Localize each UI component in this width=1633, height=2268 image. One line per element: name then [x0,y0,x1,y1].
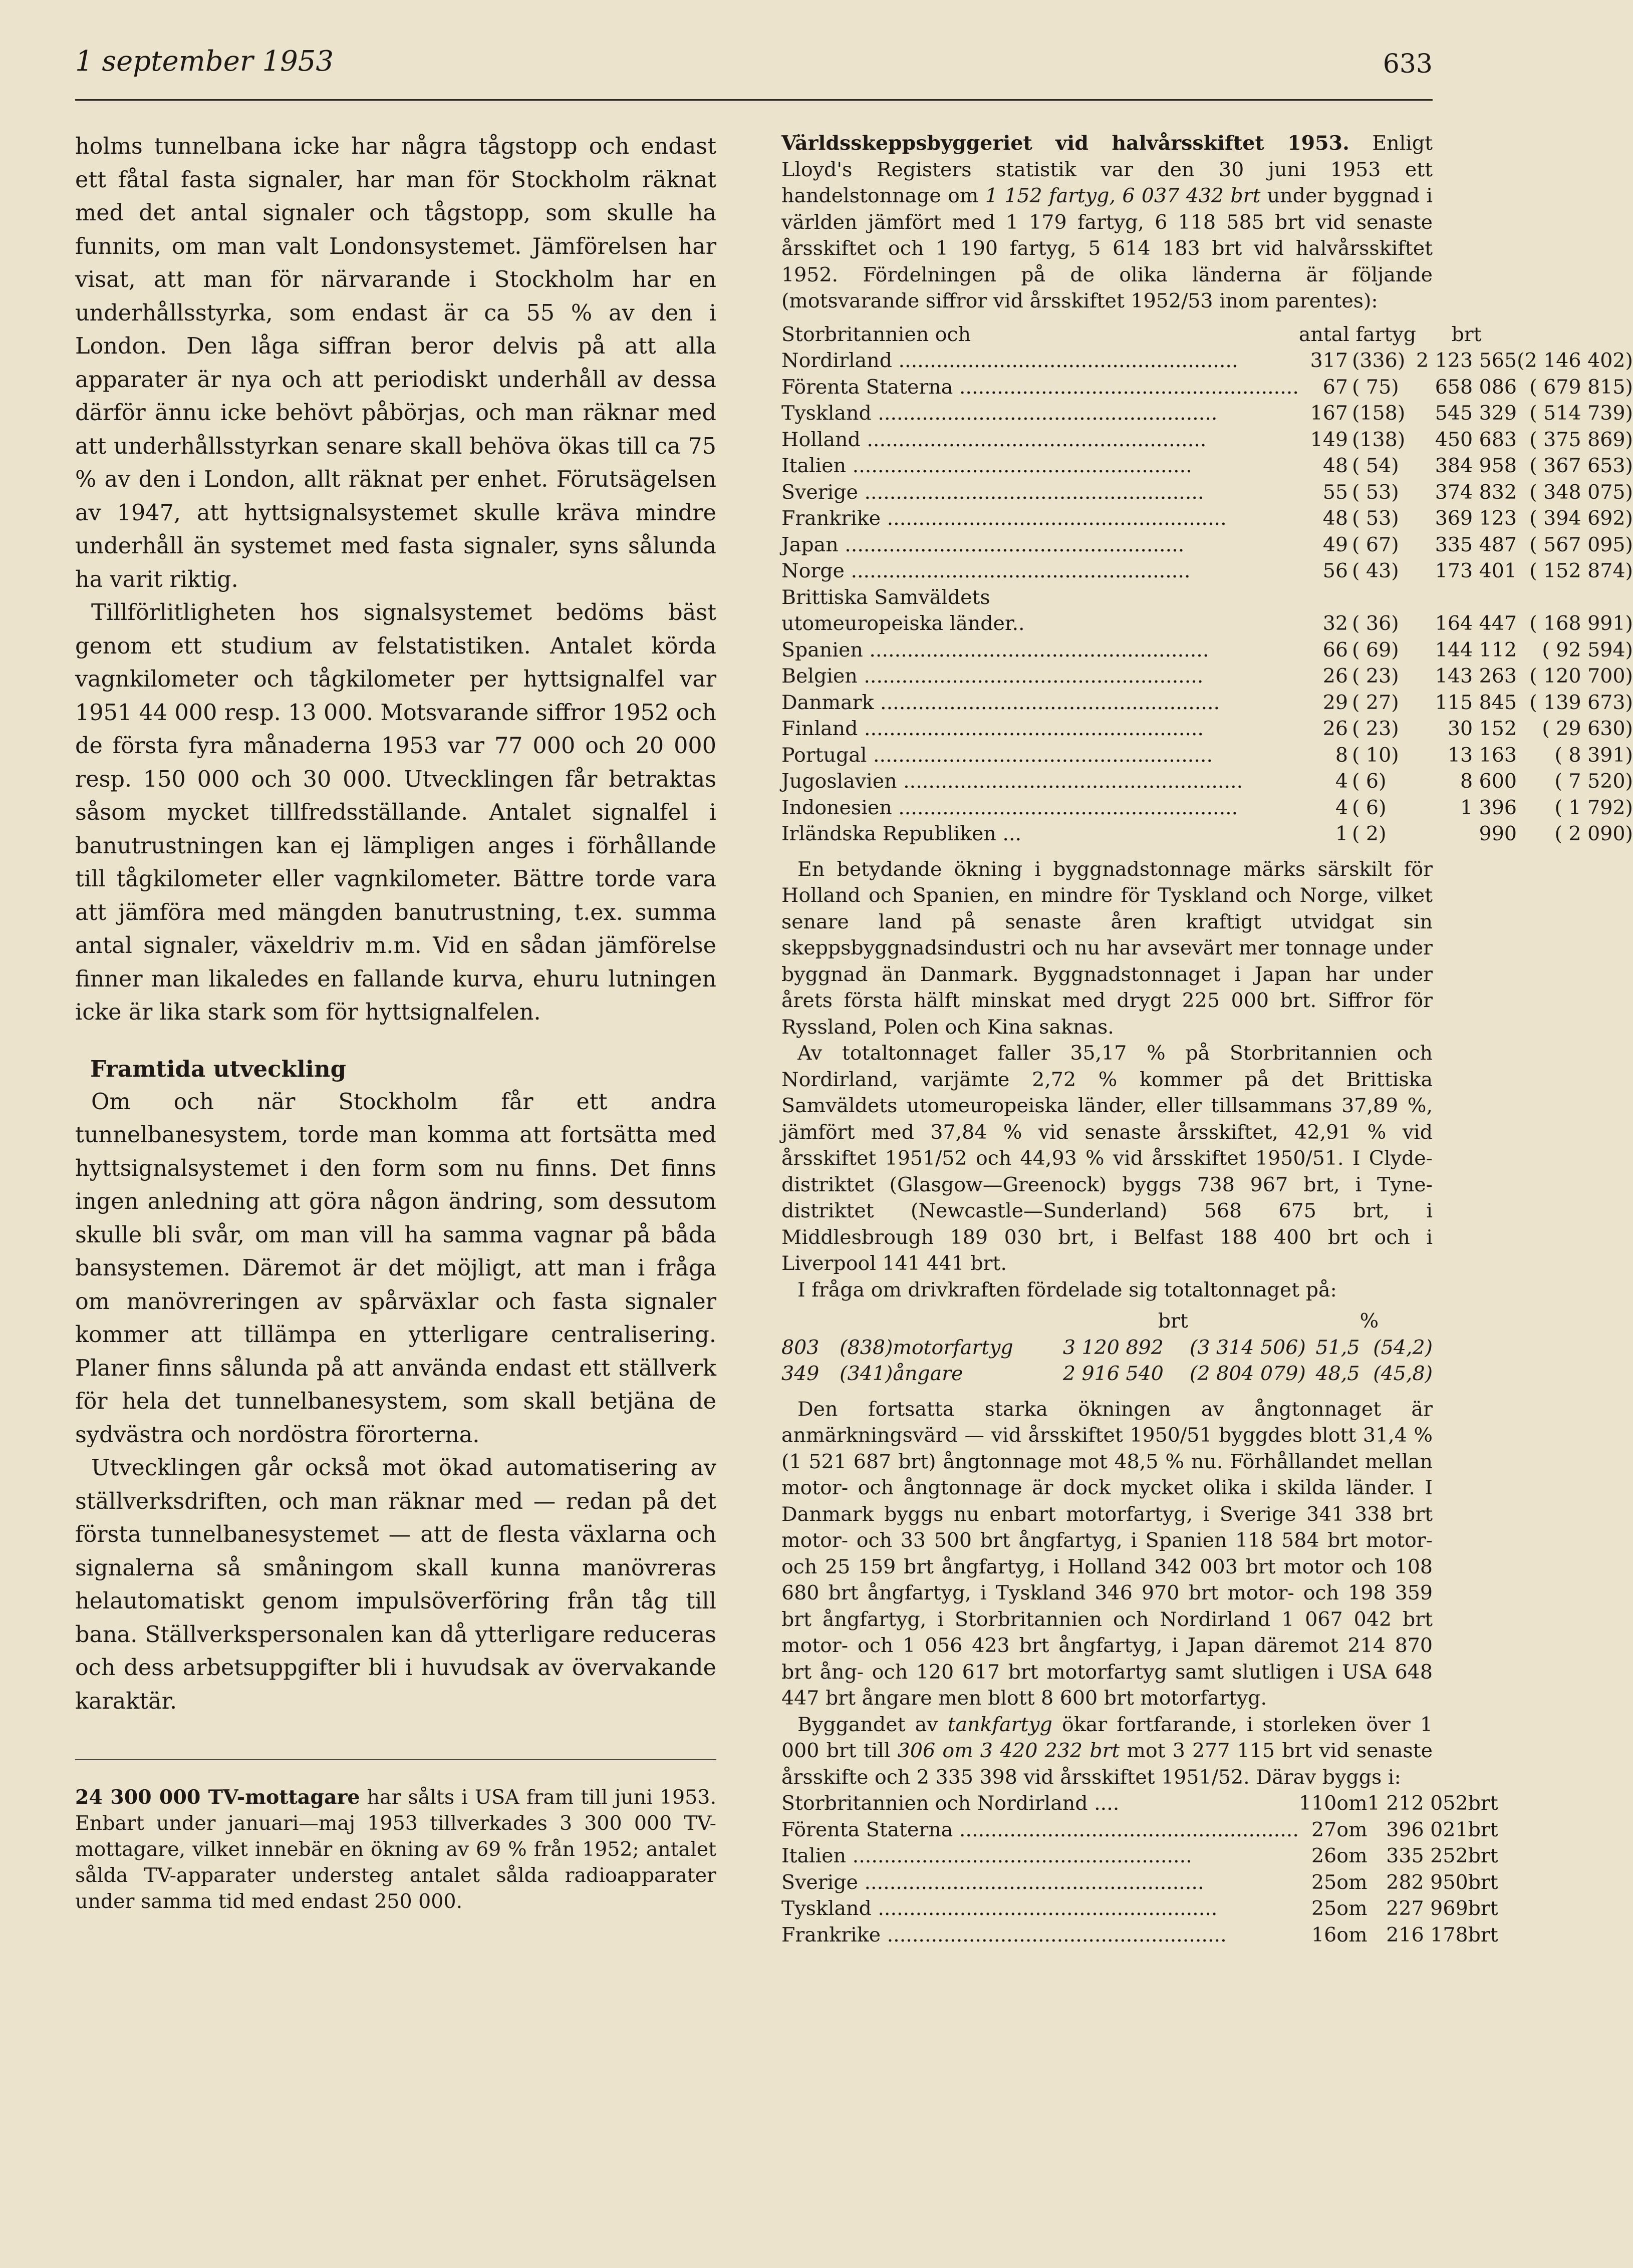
body-paragraph: En betydande ökning i byggnadstonnage märks särskilt för Holland och Spanien, en mindre för Tyskland och Norge, vilket senare land på senaste åren kraftigt utvidgat sin skeppsbyggnadsindustri och nu har avsevärt mer tonnage under byggnad än Danmark. Byggnadstonnaget i Japan har under årets första hälft minskat med drygt 225 000 brt. Siffror för Ryssland, Polen och Kina saknas. [781,857,1433,1039]
article-title: Världsskeppsbyggeriet vid halvårsskiftet 1953. [781,132,1349,155]
country-name: Belgien ..... [781,665,1203,688]
country-name: Norge ..... [781,559,1190,582]
body-paragraph: Utvecklingen går också mot ökad automatisering av ställverksdriften, och man räknar med — redan på det första tunnelbanesystemet — att de flesta växlarna och signalerna så småningom skall kunna manövreras helautomatiskt genom impulsöverföring från tåg till bana. Ställverkspersonalen kan då ytterligare reduceras och dess arbetsuppgifter bli i huvudsak av övervakande karaktär. [75,1455,716,1714]
news-note-text: har sålts i USA fram till juni 1953. Enbart under januari—maj 1953 tillverkades 3 300 000 TV-mottagare, vilket innebär en ökning av 69 % från 1952; antalet sålda TV-apparater understeg antalet sålda radioapparater under samma tid med endast 250 000. [75,1786,716,1913]
country-name: Förenta Staterna ..... [781,1818,1299,1841]
tonnage: 227 969 [1386,1897,1468,1920]
tonnage: 384 958 [1435,454,1517,477]
country-cell [781,821,1299,847]
tonnage: 8 600 [1460,770,1517,793]
tonnage: 374 832 [1435,480,1517,504]
country-cell [781,742,1299,769]
header-rule [75,99,1433,101]
intro-text: Enligt Lloyd's Registers statistik var den 30 juni 1953 ett handelstonnage om [781,132,1433,207]
ship-count: 32 [1322,612,1348,635]
ship-count: 167 [1310,402,1348,425]
tonnage: 1 396 [1460,796,1517,819]
count-previous: (341) [840,1362,893,1385]
tonnage: 545 329 [1435,402,1517,425]
country-name: utomeuropeiska länder.. [781,612,1025,635]
country-cell [781,663,1299,690]
tonnage: 369 123 [1435,507,1517,530]
table-row [781,1922,1498,1949]
ship-count-previous: ( 36) [1351,612,1399,635]
country-name: Tyskland ..... [781,402,1217,425]
propulsion-table [781,1308,1433,1387]
section-heading: Framtida utveckling [90,1055,347,1082]
country-cell [781,637,1299,664]
country-cell [781,795,1299,821]
tanker-count: 25 [1311,1897,1337,1920]
body-paragraph: Den fortsatta starka ökningen av ångtonnaget är anmärkningsvärd — vid årsskiftet 1950/51 byggdes blott 31,4 % (1 521 687 brt) ångtonnage mot 48,5 % nu. Förhållandet mellan motor- och ångtonnage är dock mycket olika i skilda länder. I Danmark byggs nu enbart motorfartyg, i Sverige 341 338 brt motor- och 33 500 brt ångfartyg, i Spanien 118 584 brt motor- och 25 159 brt ångfartyg, i Holland 342 003 brt motor och 108 680 brt ångfartyg, i Tyskland 346 970 brt motor- och 198 359 brt ångfartyg, i Storbritannien och Nordirland 1 067 042 brt motor- och 1 056 423 brt ångfartyg, i Japan däremot 214 870 brt ång- och 120 617 brt motorfartyg samt slutligen i USA 648 447 brt ångare men blott 8 600 brt motorfartyg. [781,1397,1433,1710]
country-cell [781,1790,1299,1817]
ship-type: ångare [893,1362,963,1385]
country-tonnage-table [781,321,1633,847]
table-row [781,742,1633,769]
table-row [781,1817,1498,1843]
tonnage-previous: ( 375 869) [1529,428,1633,451]
tonnage: 335 252 [1386,1844,1468,1867]
body-paragraph: Av totaltonnaget faller 35,17 % på Storbritannien och Nordirland, varjämte 2,72 % kommer på det Brittiska Samväldets utomeuropeiska länder, eller tillsammans 37,89 %, jämfört med 37,84 % vid senaste årsskiftet, 42,91 % vid årsskiftet 1951/52 och 44,93 % vid årsskiftet 1950/51. I Clyde-distriktet (Glasgow—Greenock) byggs 738 967 brt, i Tyne-distriktet (Newcastle—Sunderland) 568 675 brt, i Middlesbrough 189 030 brt, i Belfast 188 400 brt och i Liverpool 141 441 brt. [781,1042,1433,1275]
country-cell [781,1869,1299,1896]
country-cell [781,374,1299,401]
ship-count: 66 [1322,638,1348,662]
ship-count-previous: ( 23) [1351,665,1399,688]
tonnage: 396 021 [1386,1818,1468,1841]
connector-word: om [1336,1923,1368,1947]
ship-count-previous: (336) [1351,349,1406,372]
tonnage: 1 212 052 [1367,1792,1468,1815]
ship-count-previous: ( 67) [1351,533,1399,556]
tonnage: 13 163 [1447,743,1517,767]
table-row [781,821,1633,847]
country-name: Tyskland ..... [781,1897,1217,1920]
country-name: Irländska Republiken ... [781,822,1022,845]
ship-count-previous: ( 53) [1351,507,1399,530]
country-cell [781,1843,1299,1869]
table-row [781,1361,1433,1387]
table-header: brt [1158,1310,1188,1333]
tonnage-previous: ( 152 874) [1529,559,1633,582]
table-header: antal fartyg [1298,322,1417,346]
country-name: Förenta Staterna ..... [781,376,1299,399]
ship-count-previous: ( 6) [1351,770,1387,793]
tonnage: 2 916 540 [1062,1362,1164,1385]
page-number: 633 [1383,49,1433,79]
country-name: Indonesien ..... [781,796,1238,819]
news-note [75,1784,716,1914]
tonnage-previous: ( 679 815) [1529,375,1633,399]
unit: brt [1468,1897,1498,1920]
table-row [781,768,1633,795]
ship-count-previous: ( 54) [1351,454,1399,477]
table-row [781,453,1633,479]
tonnage-previous: ( 92 594) [1542,638,1633,662]
connector-word: om [1336,1870,1368,1894]
ship-count-previous: ( 23) [1351,717,1399,740]
country-cell [781,1895,1299,1922]
ship-count-previous: ( 43) [1351,559,1399,582]
ship-count: 8 [1335,743,1348,767]
ship-count: 26 [1322,717,1348,740]
table-row [781,716,1633,742]
ship-count: 26 [1322,665,1348,688]
country-name: Frankrike ..... [781,1923,1227,1947]
country-name: Holland ..... [781,428,1206,451]
table-row [781,400,1633,427]
tonnage: 2 123 565 [1416,349,1517,372]
country-cell [781,768,1299,795]
country-name: Finland ..... [781,717,1204,740]
tonnage: 144 112 [1435,638,1517,662]
country-name: Storbritannien och Nordirland .... [781,1792,1120,1815]
table-row [781,479,1633,506]
ship-count: 29 [1322,691,1348,714]
connector-word: om [1336,1818,1368,1841]
table-header-row [781,1308,1433,1335]
tanker-table [781,1790,1498,1948]
tonnage-previous: (2 804 079) [1189,1362,1306,1385]
table-row [781,663,1633,690]
tonnage: 282 950 [1386,1870,1468,1894]
tonnage-previous: ( 29 630) [1542,717,1633,740]
ship-count-previous: (138) [1351,428,1406,451]
table-row [781,1895,1498,1922]
body-paragraph: Tillförlitligheten hos signalsystemet bedöms bäst genom ett studium av felstatistiken. Antalet körda vagnkilometer och tågkilometer per hyttsignalfel var 1951 44 000 resp. 13 000. Motsvarande siffror 1952 och de första fyra månaderna 1953 var 77 000 och 20 000 resp. 150 000 och 30 000. Utvecklingen får betraktas såsom mycket tillfredsställande. Antalet signalfel i banutrustningen kan ej lämpligen anges i förhållande till tågkilometer eller vagnkilometer. Bättre torde vara att jämföra med mängden banutrustning, t.ex. summa antal signaler, växeldriv m.m. Vid en sådan jämförelse finner man likaledes en fallande kurva, ehuru lutningen icke är lika stark som för hyttsignalfelen. [75,600,716,1025]
unit: brt [1468,1792,1498,1815]
country-name: Danmark ..... [781,691,1220,714]
country-name: Brittiska Samväldets [781,585,990,609]
country-cell [781,427,1299,453]
ship-count-previous: ( 6) [1351,796,1387,819]
tonnage-previous: ( 168 991) [1529,612,1633,635]
table-row [781,1843,1498,1869]
country-cell [781,716,1299,742]
table-row [781,558,1633,584]
country-name: Frankrike ..... [781,507,1227,530]
para-text: Byggandet av [797,1713,948,1736]
ship-count-previous: ( 2) [1351,822,1387,845]
ship-count-previous: (158) [1351,402,1406,425]
table-row [781,1869,1498,1896]
ship-type: motorfartyg [893,1336,1013,1359]
tonnage-previous: ( 7 520) [1554,770,1633,793]
table-row [781,1790,1498,1817]
country-cell [781,505,1299,532]
tonnage-previous: ( 2 090) [1554,822,1633,845]
tonnage-previous: ( 8 391) [1554,743,1633,767]
tonnage-previous: ( 1 792) [1554,796,1633,819]
ship-count-previous: ( 10) [1351,743,1399,767]
table-row [781,374,1633,401]
country-cell [781,610,1299,637]
tonnage: 450 683 [1435,428,1517,451]
body-paragraph [781,1712,1433,1791]
tonnage-previous: ( 120 700) [1529,665,1633,688]
tanker-count: 27 [1311,1818,1337,1841]
tonnage: 143 263 [1435,665,1517,688]
tonnage-previous: ( 139 673) [1529,691,1633,714]
table-row [781,637,1633,664]
table-header-row [781,321,1633,348]
percent-previous: (45,8) [1373,1362,1433,1385]
ship-count: 1 [1335,822,1348,845]
para-emphasis: 306 om 3 420 232 brt [897,1739,1120,1762]
left-column [75,130,716,1914]
para-emphasis: tankfartyg [947,1713,1052,1736]
unit: brt [1468,1818,1498,1841]
right-column [781,130,1633,1948]
ship-count: 67 [1322,375,1348,399]
country-cell [781,532,1299,558]
intro-text: under byggnad i världen jämfört med 1 179 fartyg, 6 118 585 brt vid senaste årsskiftet och 1 190 fartyg, 5 614 183 brt vid halvårsskiftet 1952. Fördelningen på de olika länderna är följande (motsvarande siffror vid årsskiftet 1952/53 inom parentes): [781,184,1433,312]
ship-count: 56 [1322,559,1348,582]
tonnage-previous: ( 567 095) [1529,533,1633,556]
tonnage: 3 120 892 [1062,1336,1164,1359]
ship-count: 48 [1322,454,1348,477]
tonnage-previous: ( 514 739) [1529,402,1633,425]
tonnage-previous: (3 314 506) [1189,1336,1306,1359]
tanker-count: 110 [1298,1792,1337,1815]
ship-count-previous: ( 75) [1351,375,1399,399]
connector-word: om [1336,1844,1368,1867]
country-name: Nordirland ..... [781,349,1238,372]
country-name: Spanien ..... [781,638,1209,662]
table-row [781,795,1633,821]
tonnage: 115 845 [1435,691,1517,714]
tonnage: 216 178 [1386,1923,1468,1947]
country-cell [781,479,1299,506]
body-paragraph: holms tunnelbana icke har några tågstopp och endast ett fåtal fasta signaler, har man för Stockholm räknat med det antal signaler och tågstopp, som skulle ha funnits, om man valt Londonsystemet. Jämförelsen har visat, att man för närvarande i Stockholm har en underhållsstyrka, som endast är ca 55 % av den i London. Den låga siffran beror delvis på att alla apparater är nya och att periodiskt underhåll av dessa därför ännu icke behövt påbörjas, och man räknar med att underhållsstyrkan senare skall behöva ökas till ca 75 % av den i London, allt räknat per enhet. Förutsägelsen av 1947, att hyttsignalsystemet skulle kräva mindre underhåll än systemet med fasta signaler, syns sålunda ha varit riktig. [75,134,716,592]
country-name: Italien ..... [781,454,1192,477]
para-text: ökar fortfarande, i storleken över 1 000 brt till [781,1713,1433,1762]
tonnage: 658 086 [1435,375,1517,399]
tonnage-previous: (2 146 402) [1517,349,1633,372]
count: 803 [781,1336,820,1359]
tonnage-previous: ( 394 692) [1529,507,1633,530]
tanker-count: 25 [1311,1870,1337,1894]
country-cell [781,1922,1299,1949]
unit: brt [1468,1844,1498,1867]
unit: brt [1468,1923,1498,1947]
table-header: brt [1451,322,1482,346]
ship-count-previous: ( 27) [1351,691,1399,714]
country-name: Italien ..... [781,1844,1192,1867]
tonnage: 30 152 [1447,717,1517,740]
tanker-count: 26 [1311,1844,1337,1867]
percent: 48,5 [1315,1362,1360,1385]
connector-word: om [1336,1897,1368,1920]
body-paragraph: I fråga om drivkraften fördelade sig totaltonnaget på: [797,1278,1337,1302]
body-paragraph: Om och när Stockholm får ett andra tunnelbanesystem, torde man komma att fortsätta med hyttsignalsystemet i den form som nu finns. Det finns ingen anledning att göra någon ändring, som dessutom skulle bli svår, om man vill ha samma vagnar på båda bansystemen. Däremot är det möjligt, att man i fråga om manövreringen av spårväxlar och fasta signaler kommer att tillämpa en ytterligare centralisering. Planer finns sålunda på att använda endast ett ställverk för hela det tunnelbanesystem, som skall betjäna de sydvästra och nordöstra förorterna. [75,1089,716,1448]
tonnage-previous: ( 348 075) [1529,480,1633,504]
table-row [781,505,1633,532]
table-row [781,532,1633,558]
table-row [781,584,1633,611]
ship-count: 48 [1322,507,1348,530]
country-name: Sverige ..... [781,481,1204,504]
table-row [781,1335,1433,1361]
ship-count: 317 [1310,349,1348,372]
connector-word: om [1336,1792,1368,1815]
table-row [781,690,1633,716]
table-header: % [1359,1310,1379,1333]
ship-count-previous: ( 69) [1351,638,1399,662]
ship-count: 49 [1322,533,1348,556]
ship-count: 4 [1335,770,1348,793]
table-row [781,427,1633,453]
count-previous: (838) [840,1336,893,1359]
tonnage-previous: ( 367 653) [1529,454,1633,477]
country-cell [781,558,1299,584]
intro-emphasis: 1 152 fartyg, 6 037 432 brt [985,184,1261,207]
country-cell [781,400,1299,427]
unit: brt [1468,1870,1498,1894]
article-intro [781,130,1433,314]
country-name: Japan ..... [781,533,1184,556]
column-divider [75,1759,716,1760]
ship-count: 55 [1322,480,1348,504]
country-name: Portugal ..... [781,744,1213,767]
tonnage: 173 401 [1435,559,1517,582]
tanker-count: 16 [1311,1923,1337,1947]
ship-count: 149 [1310,428,1348,451]
country-name: Jugoslavien ..... [781,770,1243,793]
country-cell [781,348,1299,374]
page-header [75,45,1433,85]
country-cell [781,690,1299,716]
tonnage: 990 [1479,822,1517,845]
header-date: 1 september 1953 [75,45,334,78]
tonnage: 164 447 [1435,612,1517,635]
ship-count: 4 [1335,796,1348,819]
percent-previous: (54,2) [1373,1336,1433,1359]
country-name: Sverige ..... [781,1871,1204,1894]
para-text: mot 3 277 115 brt vid senaste årsskifte och 2 335 398 vid årsskiftet 1951/52. Därav byggs i: [781,1739,1433,1789]
table-row [781,348,1633,374]
count: 349 [781,1362,820,1385]
table-header: Storbritannien och [781,322,971,346]
ship-count-previous: ( 53) [1351,480,1399,504]
news-note-title: 24 300 000 TV-mottagare [75,1786,360,1809]
table-row [781,610,1633,637]
tonnage: 335 487 [1435,533,1517,556]
percent: 51,5 [1315,1336,1360,1359]
country-cell [781,453,1299,479]
country-cell [781,1817,1299,1843]
